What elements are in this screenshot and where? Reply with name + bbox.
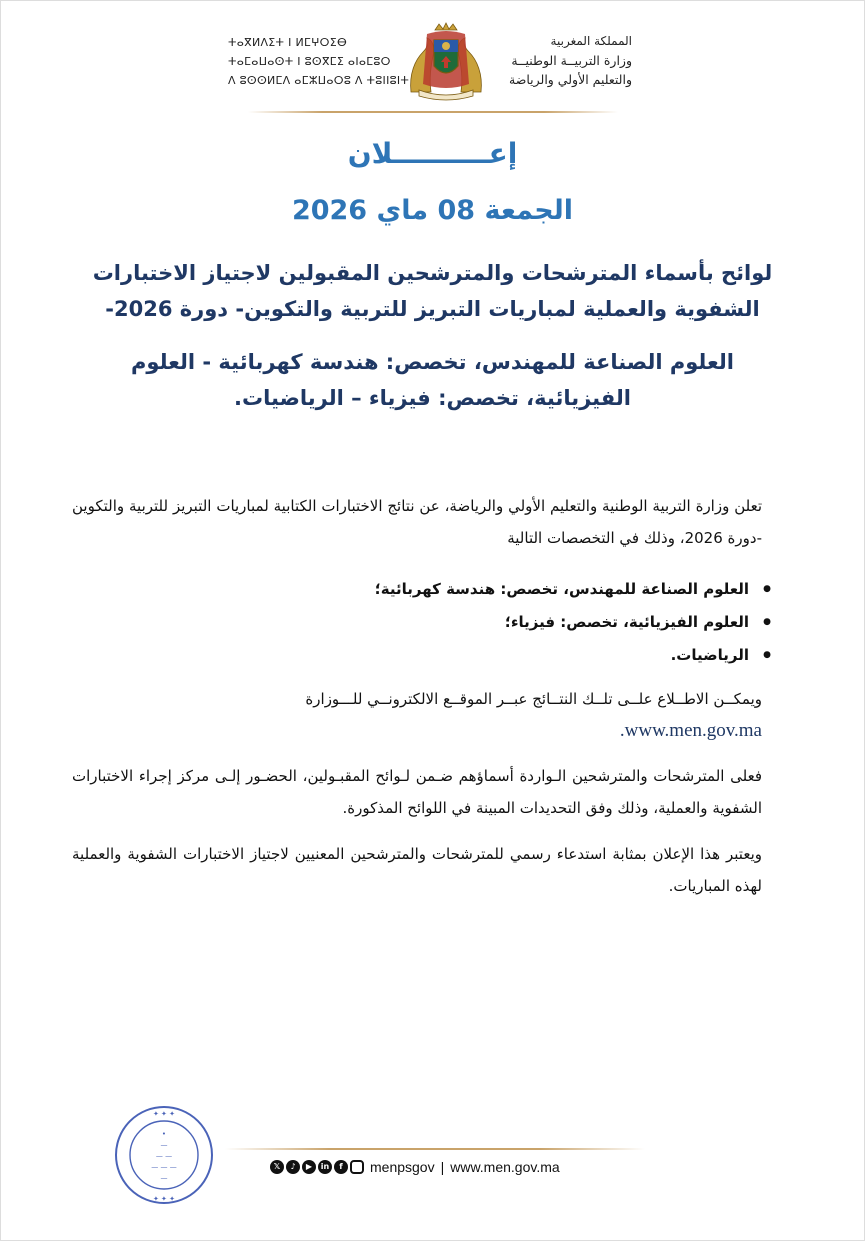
results-text: ويمكــن الاطــلاع علــى تلــك النتــائج عبــر الموقــع الالكترونــي للـــوزارة	[305, 690, 762, 708]
tiktok-icon[interactable]: ♪	[286, 1160, 300, 1174]
header-divider	[248, 111, 618, 113]
ministry-line-2: والتعليم الأولي والرياضة	[509, 72, 632, 87]
linkedin-icon[interactable]: in	[318, 1160, 332, 1174]
footer-separator: |	[440, 1159, 445, 1175]
tifinagh-line-3: ⴷ ⵓⵙⵙⵍⵎⴷ ⴰⵎⵣⵡⴰⵔⵓ ⴷ ⵜⵓⵏⵏⵓⵏⵜ	[228, 74, 410, 87]
x-icon[interactable]: 𝕏	[270, 1160, 284, 1174]
footer-website[interactable]: www.men.gov.ma	[450, 1159, 560, 1175]
svg-text:✦ ✦ ✦: ✦ ✦ ✦	[152, 1195, 176, 1203]
footer	[270, 1156, 670, 1178]
specialties-list	[277, 573, 777, 672]
social-handle: menpsgov	[370, 1159, 435, 1175]
social-icons	[270, 1160, 364, 1174]
tifinagh-line-2: ⵜⴰⵎⴰⵡⴰⵙⵜ ⵏ ⵓⵙⴳⵎⵉ ⴰⵏⴰⵎⵓⵔ	[228, 55, 391, 68]
letterhead	[0, 0, 865, 120]
intro-paragraph: تعلن وزارة التربية الوطنية والتعليم الأولي والرياضة، عن نتائج الاختبارات الكتابية لمباريات التبريز للتربية والتكوين -دورة 2026، وذلك في التخصصات التالية	[72, 497, 762, 547]
tifinagh-ministry-name	[228, 33, 408, 90]
svg-text:•: •	[161, 1130, 167, 1138]
specialties-heading: العلوم الصناعة للمهندس، تخصص: هندسة كهربائية - العلوم الفيزيائية، تخصص: فيزياء – الرياضيات.	[131, 350, 734, 410]
youtube-icon[interactable]: ▶	[302, 1160, 316, 1174]
svg-text:— — —: — — —	[151, 1163, 177, 1171]
list-item: ● العلوم الفيزيائية، تخصص: فيزياء؛	[277, 606, 777, 639]
attendance-paragraph: فعلى المترشحات والمترشحين الـواردة أسماؤهم ضـمن لـوائح المقبـولين، الحضـور إلـى مركز إجراء الاختبارات الشفوية والعملية، وذلك وفق التحديدات المبينة في اللوائح المذكورة.	[72, 767, 762, 817]
tifinagh-line-1: ⵜⴰⴳⵍⴷⵉⵜ ⵏ ⵍⵎⵖⵔⵉⴱ	[228, 36, 348, 49]
kingdom-name: المملكة المغربية	[550, 34, 632, 48]
list-item: ● الرياضيات.	[277, 639, 777, 672]
svg-text:✦ ✦ ✦: ✦ ✦ ✦	[152, 1110, 176, 1118]
instagram-icon[interactable]	[350, 1160, 364, 1174]
results-paragraph	[72, 683, 762, 747]
ministry-website-link[interactable]: www.men.gov.ma.	[619, 720, 762, 741]
arabic-ministry-name	[452, 32, 632, 89]
facebook-icon[interactable]: f	[334, 1160, 348, 1174]
list-item: ● العلوم الصناعة للمهندس، تخصص: هندسة كهربائية؛	[277, 573, 777, 606]
announcement-subtitle: لوائح بأسماء المترشحات والمترشحين المقبولين لاجتياز الاختبارات الشفوية والعملية لمباريات التبريز للتربية والتكوين- دورة 2026-	[92, 261, 773, 321]
footer-divider	[225, 1148, 645, 1150]
official-stamp-icon	[112, 1103, 217, 1208]
svg-text:— —: — —	[155, 1152, 173, 1160]
svg-text:—: —	[160, 1141, 168, 1149]
summons-paragraph: ويعتبر هذا الإعلان بمثابة استدعاء رسمي للمترشحات والمترشحين المعنيين لاجتياز الاختبارات الشفوية والعملية لهذه المباريات.	[72, 845, 762, 895]
ministry-line-1: وزارة التربيــة الوطنيــة	[511, 53, 632, 68]
svg-text:—: —	[160, 1174, 168, 1182]
announcement-title: إعــــــــــلان	[347, 137, 518, 170]
announcement-date: الجمعة 08 ماي 2026	[291, 195, 574, 226]
